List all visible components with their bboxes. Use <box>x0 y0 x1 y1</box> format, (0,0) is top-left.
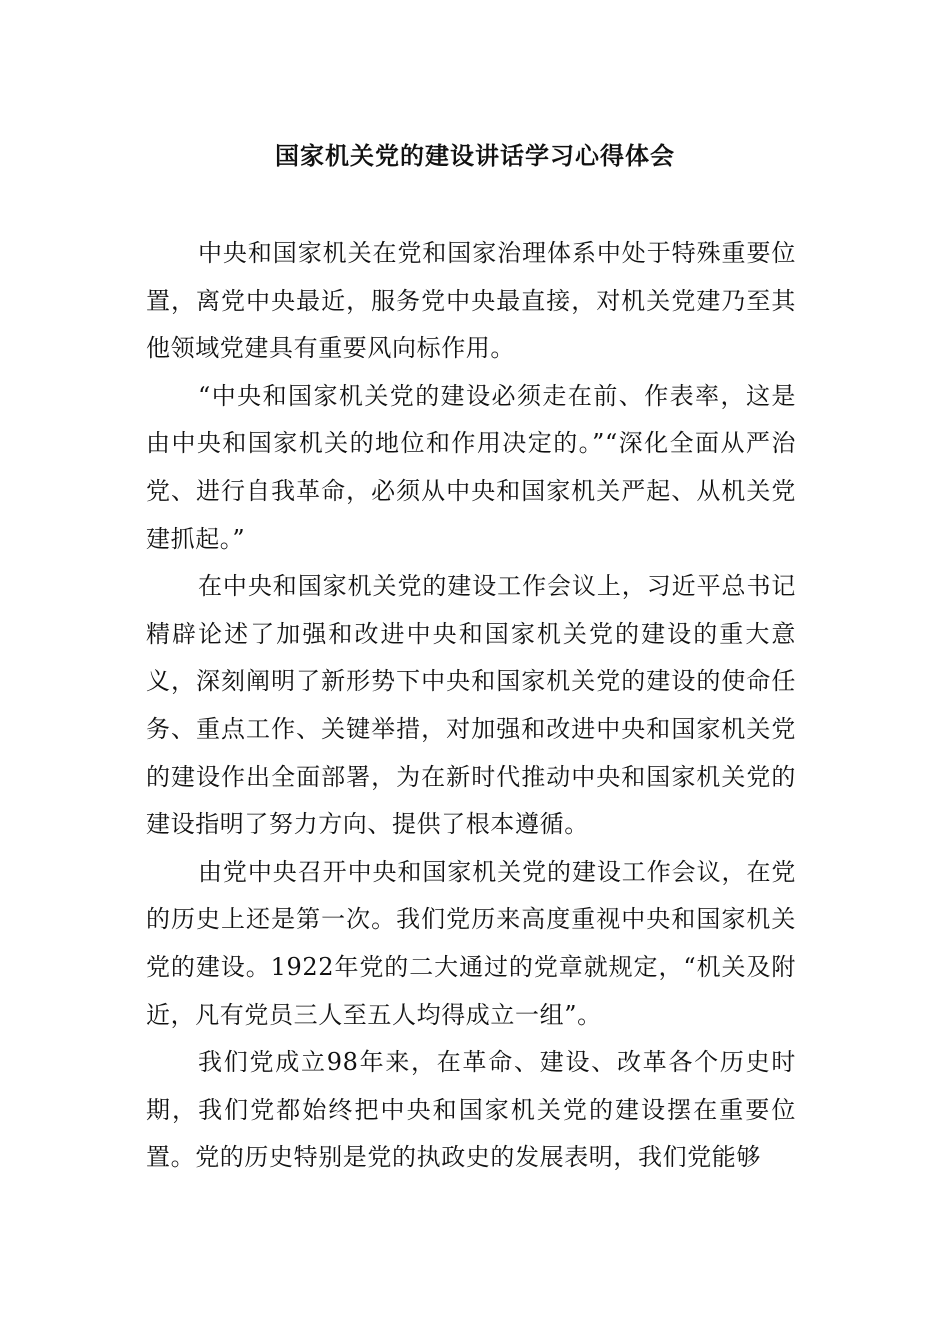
document-body <box>146 230 796 1182</box>
paragraph: 在中央和国家机关党的建设工作会议上，习近平总书记精辟论述了加强和改进中央和国家机关党的建设的重大意义，深刻阐明了新形势下中央和国家机关党的建设的使命任务、重点工作、关键举措，对加强和改进中央和国家机关党的建设作出全面部署，为在新时代推动中央和国家机关党的建设指明了努力方向、提供了根本遵循。 <box>146 572 796 839</box>
paragraph: 中央和国家机关在党和国家治理体系中处于特殊重要位置，离党中央最近，服务党中央最直接，对机关党建乃至其他领域党建具有重要风向标作用。 <box>146 239 796 363</box>
paragraph: 由党中央召开中央和国家机关党的建设工作会议，在党的历史上还是第一次。我们党历来高度重视中央和国家机关党的建设。1922年党的二大通过的党章就规定，“机关及附近，凡有党员三人至五人均得成立一组”。 <box>146 857 796 1029</box>
paragraph: 我们党成立98年来，在革命、建设、改革各个历史时期，我们党都始终把中央和国家机关党的建设摆在重要位置。党的历史特别是党的执政史的发展表明，我们党能够 <box>146 1048 796 1172</box>
paragraph: “中央和国家机关党的建设必须走在前、作表率，这是由中央和国家机关的地位和作用决定的。”“深化全面从严治党、进行自我革命，必须从中央和国家机关严起、从机关党建抓起。” <box>146 381 796 553</box>
document-title: 国家机关党的建设讲话学习心得体会 <box>275 141 675 170</box>
